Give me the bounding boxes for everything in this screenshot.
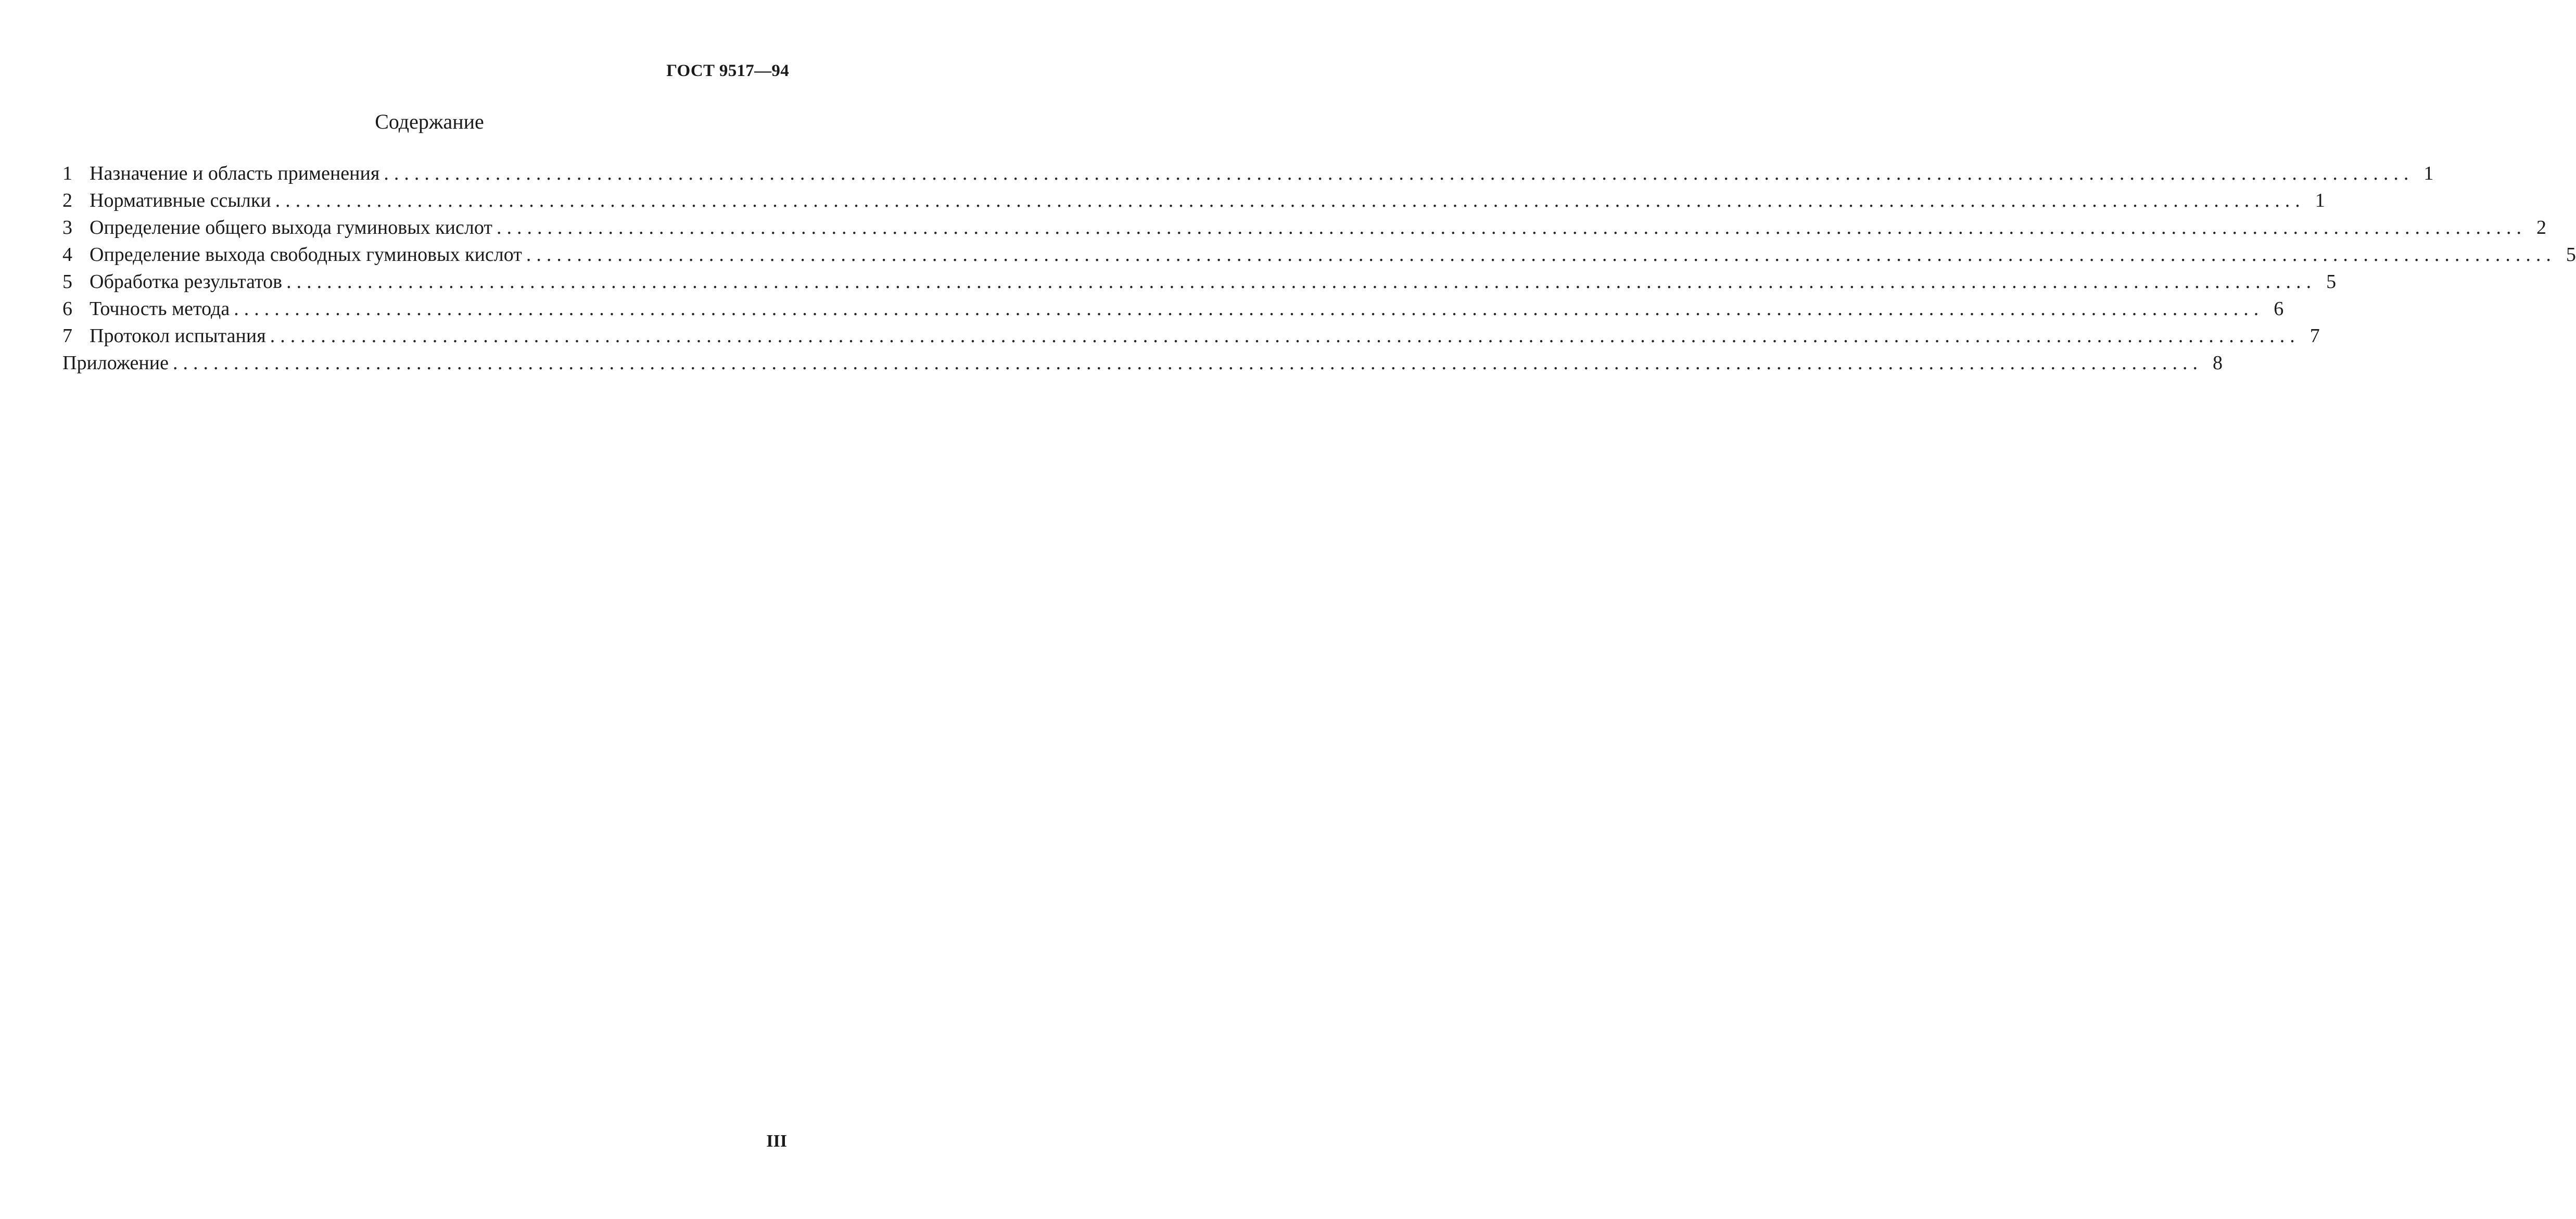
toc-entry-number: 6 (62, 298, 72, 320)
toc-entry[interactable] (62, 322, 2320, 349)
document-code: ГОСТ 9517—94 (666, 61, 789, 80)
toc-entry-title: Назначение и область применения (90, 162, 380, 184)
toc-leader-dots: ........................................................................................................................................................................................................ (526, 244, 2556, 266)
toc-leader-dots: ........................................................................................................................................................................................................ (275, 190, 2305, 211)
toc-leader-dots: ........................................................................................................................................................................................................ (234, 298, 2264, 320)
toc-entry[interactable] (62, 268, 2337, 295)
toc-entry-page: 2 (2536, 217, 2546, 238)
toc-leader-dots: ........................................................................................................................................................................................................ (270, 325, 2300, 347)
toc-entry[interactable] (62, 241, 2576, 268)
toc-entry-page: 1 (2423, 162, 2434, 184)
toc-entry-number: 2 (62, 190, 72, 211)
table-of-contents (62, 160, 2576, 376)
toc-entry-number: 7 (62, 325, 72, 347)
toc-entry-title: Приложение (62, 352, 169, 374)
toc-leader-dots: ........................................................................................................................................................................................................ (172, 352, 2203, 374)
toc-entry-page: 1 (2315, 190, 2325, 211)
toc-entry[interactable] (62, 214, 2546, 241)
toc-entry[interactable] (62, 295, 2284, 322)
toc-entry-number: 3 (62, 217, 72, 238)
toc-entry-page: 7 (2309, 325, 2320, 347)
toc-entry-number: 4 (62, 244, 72, 266)
toc-title: Содержание (375, 110, 484, 133)
toc-entry[interactable] (62, 349, 2223, 376)
toc-entry-number: 5 (62, 271, 72, 293)
toc-entry[interactable] (62, 187, 2325, 214)
toc-leader-dots: ........................................................................................................................................................................................................ (496, 217, 2527, 238)
toc-entry-page: 5 (2566, 244, 2576, 266)
toc-entry-page: 5 (2326, 271, 2337, 293)
toc-entry-number: 1 (62, 162, 72, 184)
toc-entry[interactable] (62, 160, 2434, 187)
toc-leader-dots: ........................................................................................................................................................................................................ (384, 162, 2414, 184)
toc-entry-page: 6 (2274, 298, 2284, 320)
toc-leader-dots: ........................................................................................................................................................................................................ (286, 271, 2317, 293)
page-number: III (766, 1132, 787, 1151)
toc-entry-title: Точность метода (90, 298, 230, 320)
toc-entry-title: Протокол испытания (90, 325, 266, 347)
toc-entry-title: Нормативные ссылки (90, 190, 271, 211)
toc-entry-title: Определение выхода свободных гуминовых кислот (90, 244, 522, 266)
toc-entry-title: Определение общего выхода гуминовых кислот (90, 217, 492, 238)
toc-entry-page: 8 (2212, 352, 2223, 374)
toc-entry-title: Обработка результатов (90, 271, 283, 293)
